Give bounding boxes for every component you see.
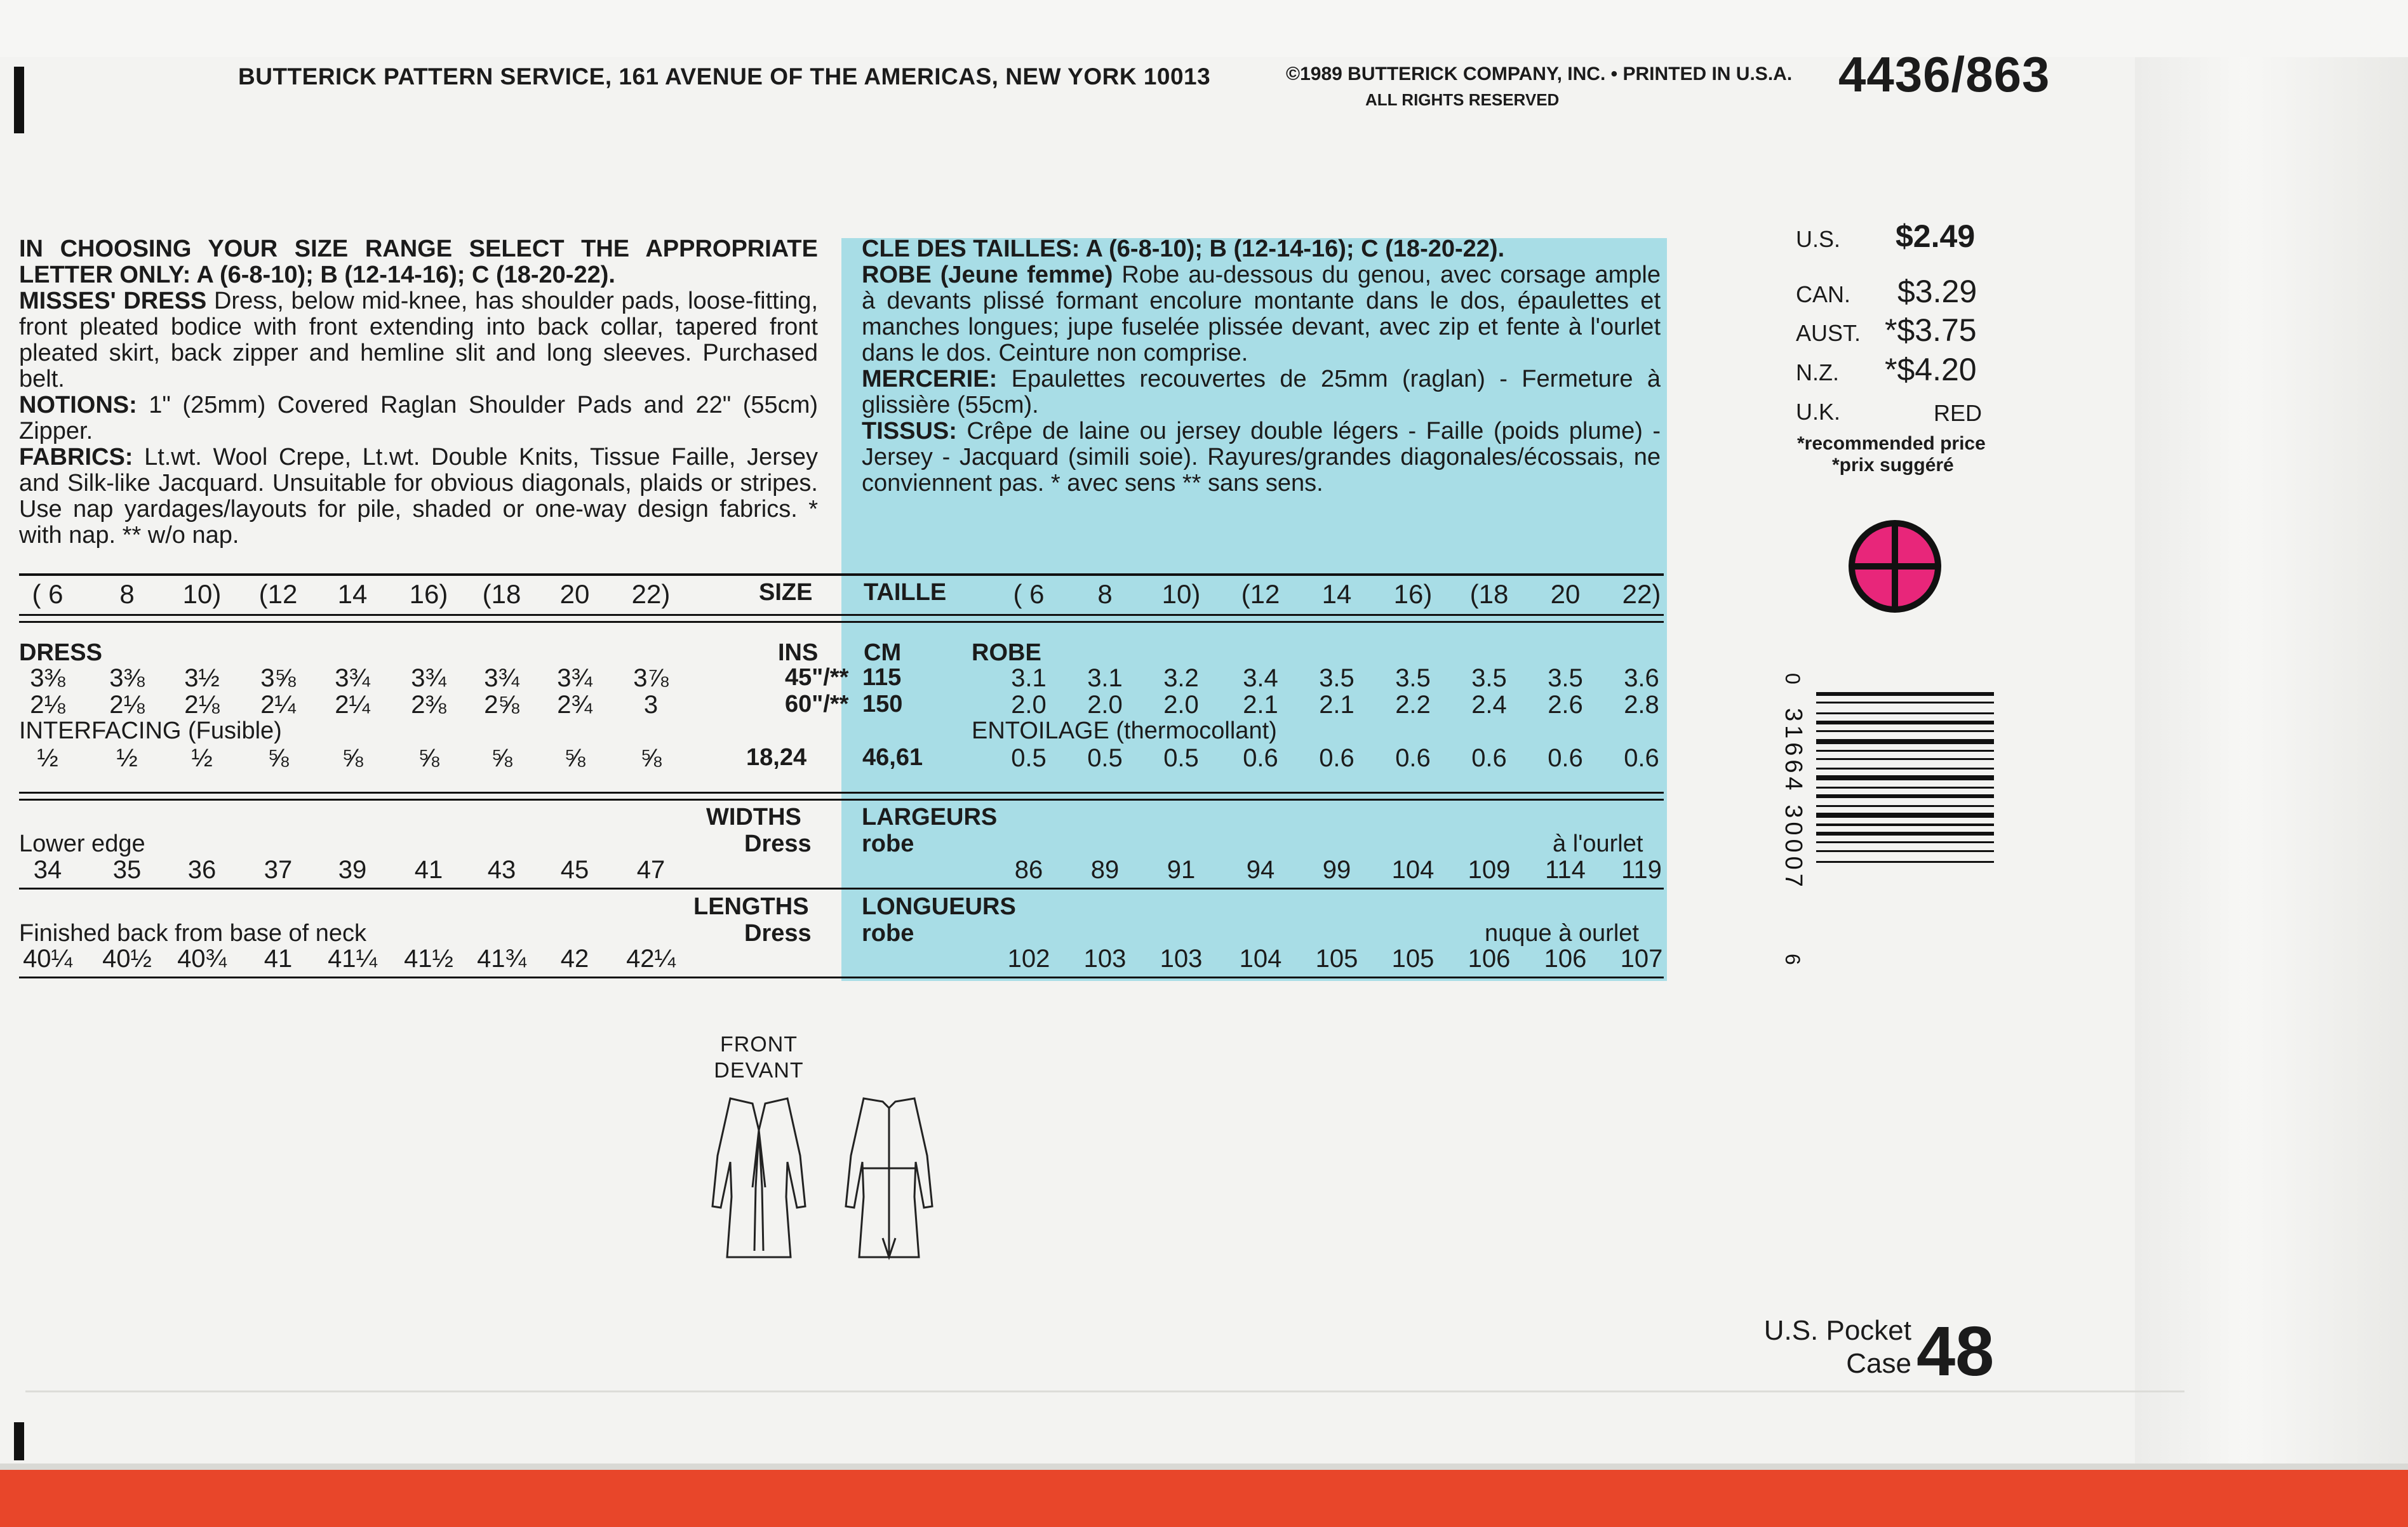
interfacing_fr-cell: 0.6 <box>1243 744 1278 772</box>
interfacing-cm: 46,61 <box>862 744 923 771</box>
red-bottom-strip <box>0 1470 2408 1527</box>
dress_row1_fr-cell: 3.4 <box>1243 664 1278 692</box>
lengths_fr-cell: 103 <box>1160 945 1203 973</box>
sizes_fr-cell: 16) <box>1393 579 1433 609</box>
widths_en-cell: 35 <box>112 856 142 884</box>
robe-table-label: ROBE <box>972 639 1041 666</box>
barcode-digit-bottom: 6 <box>1781 954 1804 965</box>
barcode-bar <box>1816 721 1994 724</box>
dress_row1_fr-cell: 3.1 <box>1087 664 1123 692</box>
sizes_en-cell: 16) <box>409 579 448 609</box>
lengths_fr-cell: 105 <box>1391 945 1435 973</box>
barcode-digits: 31664 30007 <box>1780 708 1807 891</box>
lengths_en-cell: 40½ <box>102 945 152 973</box>
sizes_en-cell: 14 <box>337 579 368 609</box>
dress_row1_fr-cell: 3.5 <box>1319 664 1354 692</box>
lengths_fr-cell: 107 <box>1620 945 1663 973</box>
lengths-sub: Dress <box>744 920 812 947</box>
dress_row1-cell: 3⅜ <box>30 664 65 692</box>
front-label: FRONT <box>719 1032 798 1057</box>
aust-price-label: AUST. <box>1796 320 1861 346</box>
interfacing_fr-cell: 0.5 <box>1011 744 1047 772</box>
interfacing_row-cell: ⅝ <box>418 744 439 772</box>
dress_row1-cell: 3¾ <box>484 664 519 692</box>
dress_row2_fr-cell: 2.1 <box>1243 691 1278 719</box>
interfacing-ins: 18,24 <box>746 744 807 771</box>
devant-label: DEVANT <box>714 1058 804 1083</box>
dress-row2-cm: 150 <box>862 691 903 717</box>
mercerie-label: MERCERIE: <box>862 366 998 392</box>
notions-text: 1" (25mm) Covered Raglan Shoulder Pads and 22" (55cm) Zipper. <box>19 392 819 444</box>
sizes_fr-cell: 14 <box>1321 579 1352 609</box>
interfacing_row-cell: ⅝ <box>564 744 585 772</box>
interfacing_fr-cell: 0.6 <box>1319 744 1354 772</box>
widths_en-cell: 45 <box>560 856 589 884</box>
table-rule <box>19 792 1664 794</box>
mercerie-text: Epaulettes recouvertes de 25mm (raglan) - Fermeture à glissière (55cm). <box>862 366 1661 418</box>
dress_row2-cell: 2⅝ <box>484 691 519 719</box>
tissus-text: Crêpe de laine ou jersey double légers - Faille (poids plume) - Jersey - Jacquard (simili soie). Rayures/grandes diagonales/écossais, ne conviennent pas. * avec sens ** sans sens. <box>862 418 1661 497</box>
nz-price: *$4.20 <box>1885 352 1977 387</box>
barcode-digit-top: 0 <box>1781 673 1804 684</box>
widths_fr-cell: 104 <box>1391 856 1435 884</box>
dress_row2-cell: 2⅜ <box>411 691 446 719</box>
barcode-bar <box>1816 702 1994 703</box>
dress_row2_fr-cell: 2.6 <box>1548 691 1583 719</box>
prix-suggere-note: *prix suggéré <box>1832 455 1954 476</box>
widths-label: WIDTHS <box>706 804 801 830</box>
interfacing_fr-cell: 0.6 <box>1548 744 1583 772</box>
nuque-label: nuque à ourlet <box>1485 920 1639 947</box>
widths-sub: Dress <box>744 830 812 857</box>
lengths-label: LENGTHS <box>693 893 809 920</box>
lower-edge-label: Lower edge <box>19 830 145 857</box>
barcode-bar <box>1816 832 1994 836</box>
envelope-fold-edge <box>0 1464 2408 1470</box>
barcode-bar <box>1816 739 1994 744</box>
interfacing_row-cell: ⅝ <box>640 744 662 772</box>
lengths_en-cell: 41½ <box>404 945 453 973</box>
widths_en-cell: 43 <box>487 856 516 884</box>
robe-label: ROBE (Jeune femme) <box>862 262 1113 288</box>
dress_row1_fr-cell: 3.1 <box>1011 664 1047 692</box>
dress_row2_fr-cell: 2.8 <box>1624 691 1659 719</box>
rights-line: ALL RIGHTS RESERVED <box>1365 90 1560 109</box>
barcode-bar <box>1816 861 1994 863</box>
interfacing_fr-cell: 0.5 <box>1087 744 1123 772</box>
table-rule <box>19 888 1664 890</box>
dress-row2-ins: 60"/** <box>785 691 849 717</box>
dress_row1-cell: 3⅝ <box>260 664 296 692</box>
largeurs-label: LARGEURS <box>862 804 998 830</box>
finished-back-label: Finished back from base of neck <box>19 920 367 947</box>
robe-text: Robe au-dessous du genou, avec corsage ample à devants plissé formant encolure montante dans le dos, épaulettes et manches longues; jupe fuselée plissée devant, avec zip et fente à l'ourlet dans le dos. Ceinture non comprise. <box>862 262 1661 366</box>
dress_row2_fr-cell: 2.0 <box>1087 691 1123 719</box>
lengths_en-cell: 41 <box>264 945 293 973</box>
interfacing_fr-cell: 0.6 <box>1624 744 1659 772</box>
sketch-label <box>708 1032 810 1084</box>
pattern-number: 4436/863 <box>1838 46 2050 102</box>
interfacing_fr-cell: 0.6 <box>1395 744 1431 772</box>
barcode-bar <box>1816 794 1994 798</box>
registration-mark <box>14 1422 24 1460</box>
interfacing_row-cell: ½ <box>116 744 138 772</box>
upc-barcode-icon <box>1772 660 2000 978</box>
sizes_en-cell: (18 <box>482 579 521 609</box>
can-price-label: CAN. <box>1796 281 1851 307</box>
sizes_fr-cell: (18 <box>1469 579 1509 609</box>
copyright-line: ©1989 BUTTERICK COMPANY, INC. • PRINTED IN U.S.A. <box>1286 63 1793 84</box>
table-rule <box>19 614 1664 616</box>
widths_fr-cell: 89 <box>1090 856 1120 884</box>
sizes_en-cell: ( 6 <box>32 579 64 609</box>
cm-label: CM <box>864 639 902 666</box>
cle-des-tailles: CLE DES TAILLES: A (6-8-10); B (12-14-16); C (18-20-22). <box>862 236 1505 262</box>
interfacing_row-cell: ⅝ <box>267 744 289 772</box>
dress-sketch-icon <box>692 1092 965 1270</box>
sizes_fr-cell: ( 6 <box>1013 579 1045 609</box>
registration-mark <box>14 67 24 133</box>
dress_row2_fr-cell: 2.1 <box>1319 691 1354 719</box>
table-rule <box>19 799 1664 801</box>
aust-price: *$3.75 <box>1885 312 1977 348</box>
lengths_fr-cell: 105 <box>1315 945 1358 973</box>
dress-label: DRESS <box>19 639 102 666</box>
widths_fr-cell: 114 <box>1545 856 1586 884</box>
widths_fr-cell: 119 <box>1621 856 1662 884</box>
table-rule <box>19 977 1664 978</box>
size-label: SIZE <box>759 579 813 606</box>
dress_row1_fr-cell: 3.5 <box>1548 664 1583 692</box>
largeurs-sub: robe <box>862 830 914 857</box>
widths_fr-cell: 109 <box>1468 856 1511 884</box>
lengths_en-cell: 41¾ <box>477 945 526 973</box>
widths_fr-cell: 91 <box>1167 856 1196 884</box>
can-price: $3.29 <box>1897 274 1977 309</box>
widths_fr-cell: 99 <box>1322 856 1351 884</box>
dress_row2_fr-cell: 2.0 <box>1011 691 1047 719</box>
uk-price: RED <box>1934 400 1983 426</box>
interfacing_row-cell: ⅝ <box>491 744 512 772</box>
widths_en-cell: 36 <box>187 856 217 884</box>
sizes_en-cell: (12 <box>258 579 298 609</box>
taille-label: TAILLE <box>864 579 947 606</box>
sizes_fr-cell: 22) <box>1622 579 1661 609</box>
dress_row1_fr-cell: 3.2 <box>1163 664 1199 692</box>
widths_en-cell: 34 <box>33 856 62 884</box>
barcode-bar <box>1816 730 1994 732</box>
pocket-case-label: U.S. Pocket Case <box>1763 1315 1911 1379</box>
dress_row2-cell: 2¼ <box>260 691 296 719</box>
widths_fr-cell: 86 <box>1014 856 1043 884</box>
lengths_fr-cell: 104 <box>1239 945 1282 973</box>
french-description <box>862 236 1661 497</box>
sizes_fr-cell: 8 <box>1097 579 1113 609</box>
sizes_fr-cell: 20 <box>1550 579 1581 609</box>
notions-label: NOTIONS: <box>19 392 137 418</box>
dress_row2_fr-cell: 2.4 <box>1471 691 1507 719</box>
lengths_fr-cell: 106 <box>1544 945 1587 973</box>
fabrics-label: FABRICS: <box>19 444 133 470</box>
misses-dress-label: MISSES' DRESS <box>19 288 207 314</box>
dress_row2-cell: 2⅛ <box>184 691 220 719</box>
widths_en-cell: 41 <box>414 856 443 884</box>
nz-price-label: N.Z. <box>1796 359 1839 385</box>
barcode-bar <box>1816 841 1994 843</box>
ins-label: INS <box>778 639 819 666</box>
lengths_fr-cell: 102 <box>1007 945 1050 973</box>
longueurs-sub: robe <box>862 920 914 947</box>
sizes_fr-cell: 10) <box>1161 579 1201 609</box>
interfacing_row-cell: ½ <box>191 744 213 772</box>
dress_row2-cell: 2⅛ <box>109 691 145 719</box>
longueurs-label: LONGUEURS <box>862 893 1016 920</box>
dress_row1_fr-cell: 3.6 <box>1624 664 1659 692</box>
lengths_en-cell: 41¼ <box>328 945 377 973</box>
widths_en-cell: 39 <box>338 856 367 884</box>
us-price-label: U.S. <box>1796 226 1841 252</box>
dress_row1-cell: 3⅞ <box>633 664 669 692</box>
barcode-bar <box>1816 805 1994 807</box>
barcode-bar <box>1816 758 1994 760</box>
sizes_en-cell: 22) <box>631 579 671 609</box>
lengths_en-cell: 40¼ <box>23 945 72 973</box>
misses-dress-text: Dress, below mid-knee, has shoulder pads, loose-fitting, front pleated bodice with front extending into back collar, tapered front pleated skirt, back zipper and hemline slit and long sleeves. Purchased belt. <box>19 288 818 392</box>
barcode-bar <box>1816 813 1994 818</box>
dress_row1-cell: 3⅜ <box>109 664 145 692</box>
dress_row1-cell: 3¾ <box>335 664 370 692</box>
butterick-logo-icon <box>1848 519 1942 613</box>
lengths_en-cell: 40¾ <box>177 945 227 973</box>
publisher-address: BUTTERICK PATTERN SERVICE, 161 AVENUE OF THE AMERICAS, NEW YORK 10013 <box>238 63 1211 90</box>
us-price: $2.49 <box>1896 218 1976 254</box>
table-rule <box>19 573 1664 576</box>
uk-price-label: U.K. <box>1796 399 1841 425</box>
barcode-bar <box>1816 692 1994 696</box>
fold-line <box>25 1390 2184 1392</box>
dress-row1-cm: 115 <box>862 664 902 691</box>
sizes_en-cell: 8 <box>119 579 135 609</box>
dress_row2-cell: 2¼ <box>335 691 370 719</box>
a-lourlet-label: à l'ourlet <box>1553 830 1643 857</box>
dress_row1-cell: 3¾ <box>411 664 446 692</box>
fabrics-text: Lt.wt. Wool Crepe, Lt.wt. Double Knits, Tissue Faille, Jersey and Silk-like Jacquard. Unsuitable for obvious diagonals, plaids or stripes. Use nap yardages/layouts for pile, shaded or one-way design fabrics. * with nap. ** w/o nap. <box>19 444 818 549</box>
dress_row1_fr-cell: 3.5 <box>1395 664 1431 692</box>
sizes_en-cell: 10) <box>182 579 222 609</box>
barcode-bar <box>1816 787 1994 789</box>
barcode-bar <box>1816 775 1994 780</box>
pocket-case-number: 48 <box>1916 1312 1995 1390</box>
lengths_fr-cell: 106 <box>1468 945 1511 973</box>
interfacing_fr-cell: 0.5 <box>1163 744 1199 772</box>
dress-row1-ins: 45"/** <box>785 664 849 691</box>
barcode-bar <box>1816 750 1994 752</box>
sizes_fr-cell: (12 <box>1241 579 1280 609</box>
barcode-bar <box>1816 768 1994 770</box>
dress_row2_fr-cell: 2.2 <box>1395 691 1431 719</box>
widths_en-cell: 47 <box>636 856 666 884</box>
sizes_en-cell: 20 <box>559 579 590 609</box>
interfacing_row-cell: ½ <box>37 744 58 772</box>
english-description <box>19 236 818 549</box>
dress_row2-cell: 2⅛ <box>30 691 65 719</box>
lengths_fr-cell: 103 <box>1083 945 1127 973</box>
dress_row2-cell: 2¾ <box>557 691 592 719</box>
barcode-bar <box>1816 824 1994 826</box>
widths_en-cell: 37 <box>264 856 293 884</box>
dress_row1-cell: 3¾ <box>557 664 592 692</box>
dress_row2-cell: 3 <box>643 691 659 719</box>
widths_fr-cell: 94 <box>1246 856 1275 884</box>
size-range-note: IN CHOOSING YOUR SIZE RANGE SELECT THE APPROPRIATE LETTER ONLY: A (6-8-10); B (12-14-16); C (18-20-22). <box>19 236 818 288</box>
barcode-bar <box>1816 850 1994 852</box>
dress_row2_fr-cell: 2.0 <box>1163 691 1199 719</box>
table-rule <box>19 621 1664 623</box>
interfacing_fr-cell: 0.6 <box>1471 744 1507 772</box>
interfacing-label: INTERFACING (Fusible) <box>19 717 282 744</box>
recommended-price-note: *recommended price <box>1797 433 1986 454</box>
envelope-right-flap <box>2135 57 2408 1479</box>
dress_row1-cell: 3½ <box>184 664 220 692</box>
dress_row1_fr-cell: 3.5 <box>1471 664 1507 692</box>
interfacing_row-cell: ⅝ <box>342 744 363 772</box>
barcode-bar <box>1816 712 1994 714</box>
entoilage-label: ENTOILAGE (thermocollant) <box>972 717 1277 744</box>
lengths_en-cell: 42¼ <box>626 945 676 973</box>
lengths_en-cell: 42 <box>560 945 589 973</box>
tissus-label: TISSUS: <box>862 418 957 444</box>
